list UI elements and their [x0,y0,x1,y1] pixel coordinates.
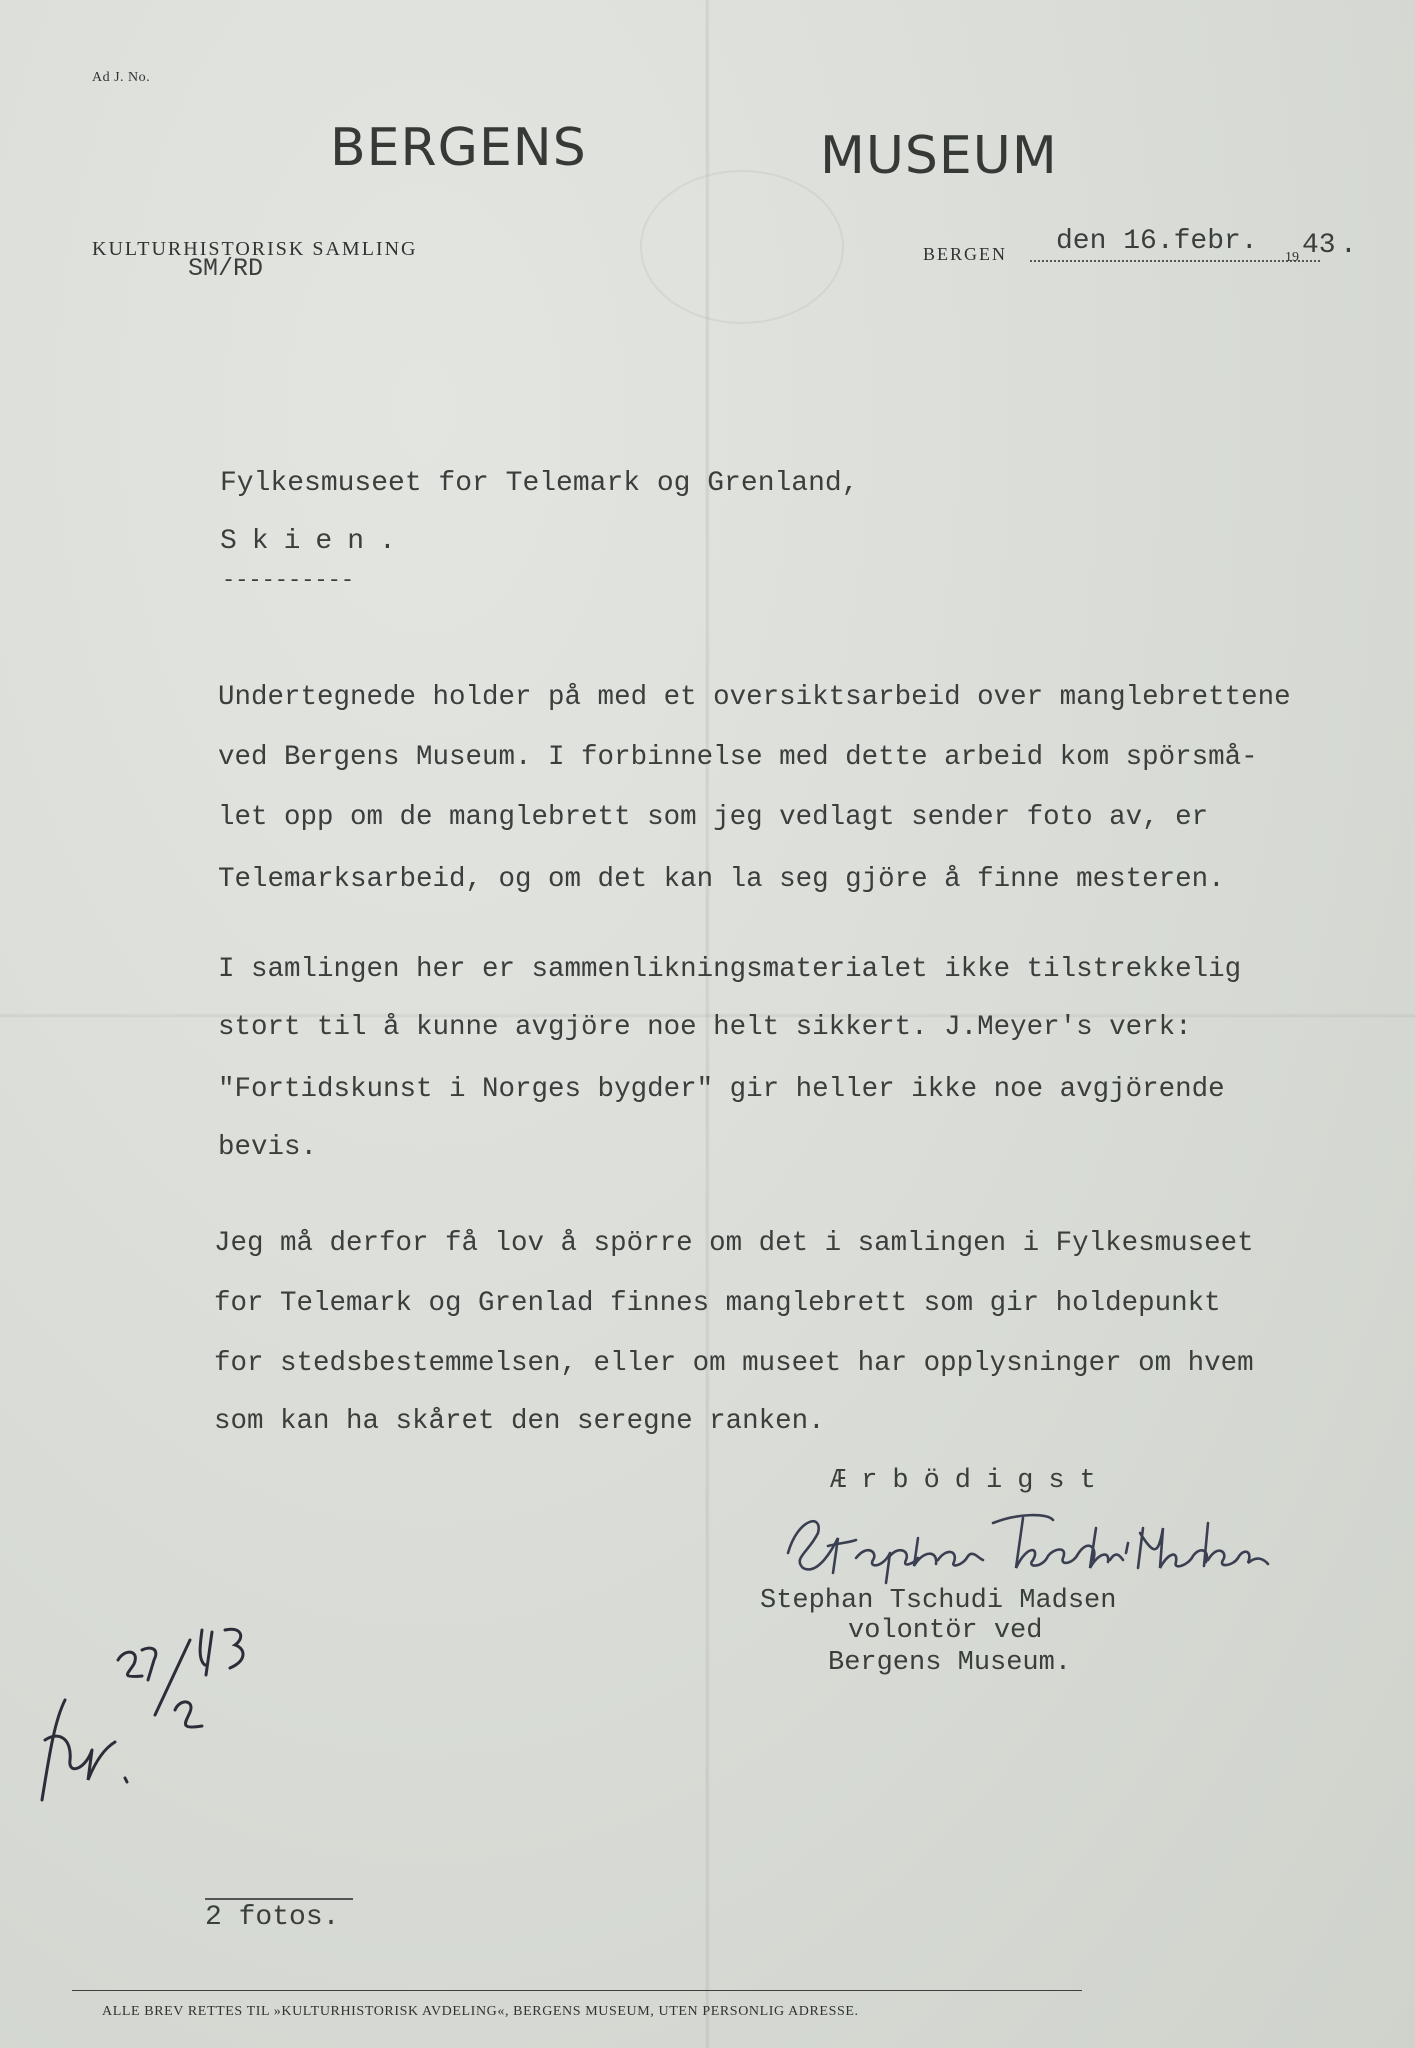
enclosure-rule [205,1898,353,1900]
enclosure-note: 2 fotos. [205,1902,340,1933]
body-line: I samlingen her er sammenlikningsmaterialet ikke tilstrekkelig [218,954,1242,985]
closing-salutation: Ærbödigst [830,1466,1111,1496]
body-line: Telemarksarbeid, og om det kan la seg gjöre å finne mesteren. [218,864,1225,895]
body-line: let opp om de manglebrett som jeg vedlagt sender foto av, er [218,802,1209,833]
signatory-name: Stephan Tschudi Madsen [760,1586,1117,1616]
reference-initials: SM/RD [188,254,264,283]
body-line: som kan ha skåret den seregne ranken. [214,1406,825,1437]
year-prefix: 19 [1285,250,1299,265]
letter-date: den 16.febr. [1056,226,1258,257]
body-line: ved Bergens Museum. I forbinnelse med dette arbeid kom spörsmå- [218,742,1258,773]
journal-number-label: Ad J. No. [92,70,151,85]
signatory-institution: Bergens Museum. [828,1648,1072,1678]
recipient-city-underline: ---------- [222,568,355,593]
handwritten-signature [778,1498,1278,1588]
body-line: stort til å kunne avgjöre noe helt sikkert. J.Meyer's verk: [218,1012,1192,1043]
footer-rule [72,1990,1082,1991]
body-line: for stedsbestemmelsen, eller om museet har opplysninger om hvem [214,1348,1254,1379]
date-dotted-line [1030,258,1320,262]
letterhead-title-left: BERGENS [330,118,587,178]
body-line: for Telemark og Grenlad finnes manglebrett som gir holdepunkt [214,1288,1221,1319]
body-line: Jeg må derfor få lov å spörre om det i samlingen i Fylkesmuseet [214,1228,1254,1259]
recipient-line-1: Fylkesmuseet for Telemark og Grenland, [220,468,859,499]
body-line: Undertegnede holder på med et oversiktsarbeid over manglebrettene [218,682,1291,713]
letterhead-title-right: MUSEUM [820,126,1058,186]
department-name: KULTURHISTORISK SAMLING [92,238,418,260]
signatory-title: volontör ved [848,1616,1043,1646]
recipient-city: Skien. [220,526,411,557]
city-label: BERGEN [923,244,1007,264]
footer-notice: ALLE BREV RETTES TIL »KULTURHISTORISK AVDELING«, BERGENS MUSEUM, UTEN PERSONLIG ADRESSE. [102,2004,859,2019]
body-line: "Fortidskunst i Norges bygder" gir heller ikke noe avgjörende [218,1074,1225,1105]
handwritten-annotation [30,1620,270,1820]
year-suffix: 43 [1302,230,1336,261]
body-line: bevis. [218,1132,318,1163]
year-dot: . [1340,230,1357,261]
faint-embossed-seal [640,170,844,324]
